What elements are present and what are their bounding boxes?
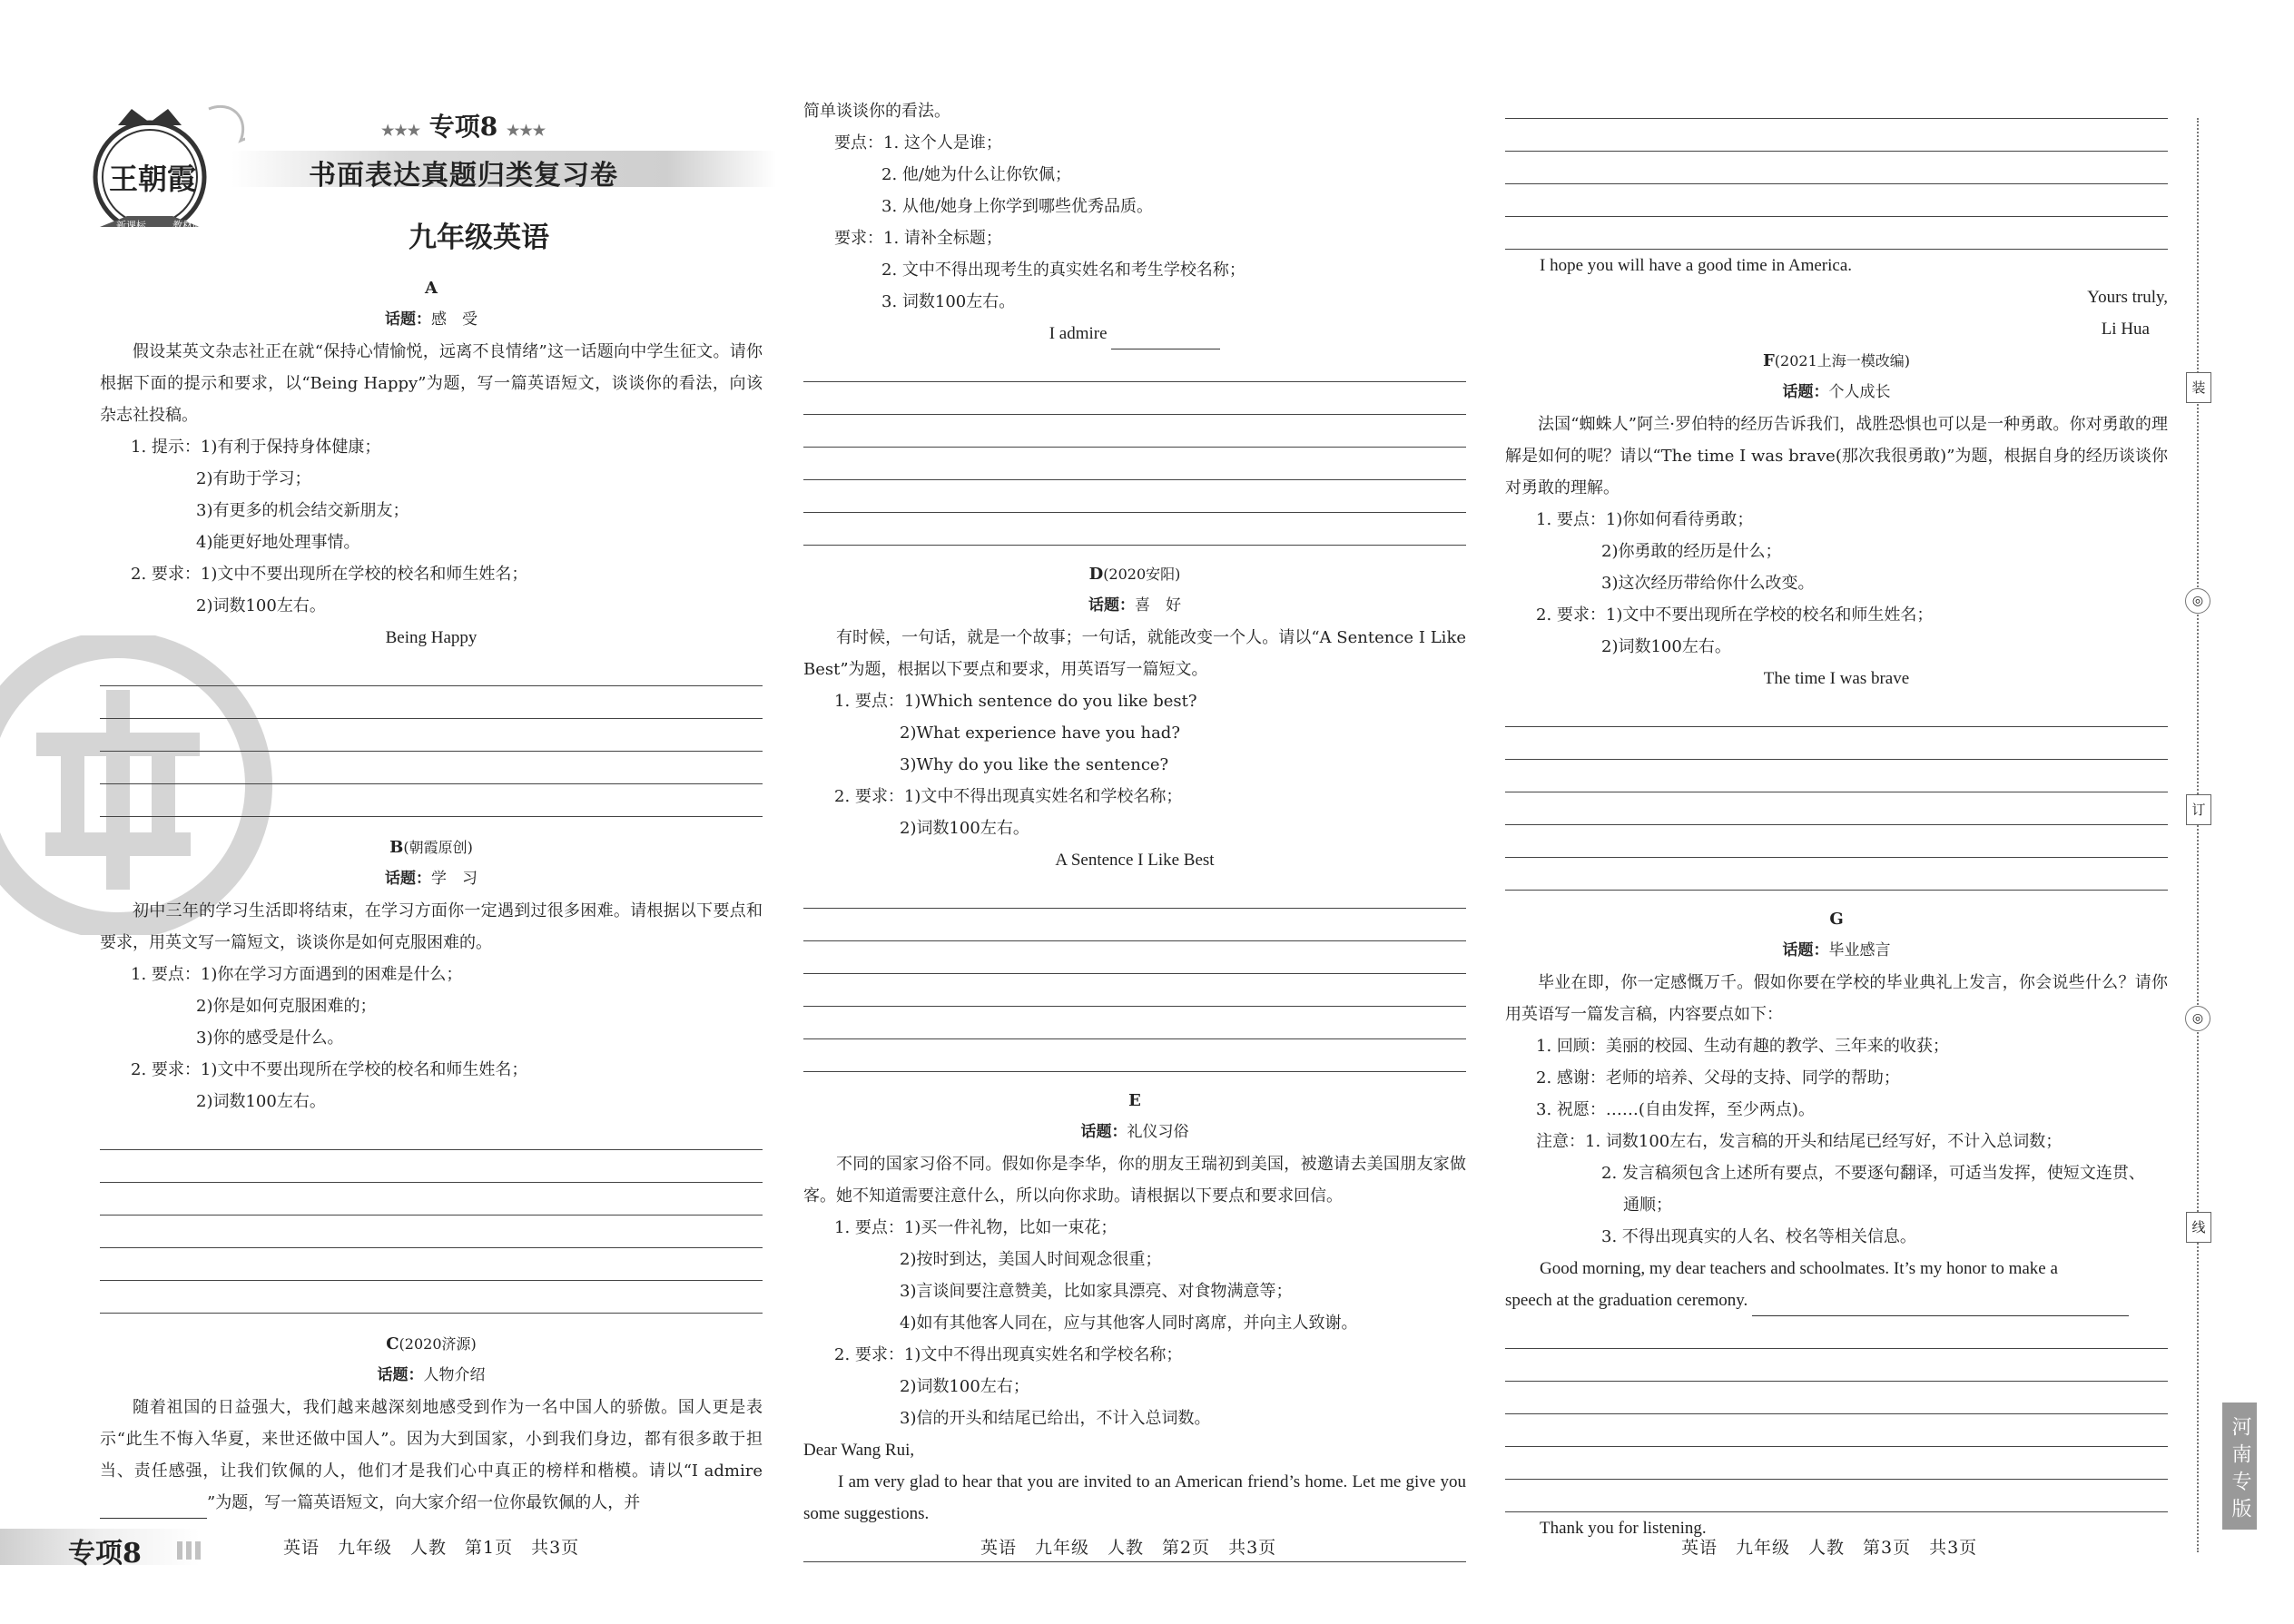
section-c-intro xyxy=(100,1392,763,1519)
list-item: 要点：1. 这个人是谁； xyxy=(834,133,1002,153)
list-item: 2)按时到达，美国人时间观念很重； xyxy=(900,1250,1162,1269)
section-source: (2020济源) xyxy=(399,1335,477,1353)
list-item: 1. 提示：1)有利于保持身体健康； xyxy=(131,438,381,457)
list-item: 3. 祝愿：……(自由发挥，至少两点)。 xyxy=(1536,1100,1815,1119)
region-tag: 河南专版 xyxy=(2222,1403,2257,1530)
series-label: 专项8 xyxy=(428,112,498,142)
binding-line xyxy=(2197,118,2199,1552)
side-mark: 装 xyxy=(2186,372,2211,403)
section-d-topic xyxy=(803,590,1466,622)
section-c-topic xyxy=(100,1360,763,1392)
letter-greeting: Dear Wang Rui, xyxy=(803,1441,915,1460)
topic-label: 话题： xyxy=(385,870,431,888)
list-item: 2. 感谢：老师的培养、父母的支持、同学的帮助； xyxy=(1536,1068,1900,1088)
header xyxy=(64,91,772,272)
section-letter: D xyxy=(1088,565,1104,584)
list-item: 2)有助于学习； xyxy=(196,469,311,488)
speech-text: speech at the graduation ceremony. xyxy=(1505,1291,1748,1310)
topic-label: 话题： xyxy=(1088,596,1135,615)
list-item: 通顺； xyxy=(1623,1196,1672,1215)
speech-opening-cont xyxy=(1505,1284,2168,1316)
writing-area-c[interactable] xyxy=(803,349,1466,546)
letter-closing: I hope you will have a good time in America. xyxy=(1540,256,1853,275)
section-a-topic xyxy=(100,304,763,336)
page-number-1: 英语 九年级 人教 第1页 共3页 xyxy=(283,1538,580,1558)
list-item: 2. 要求：1)文中不得出现真实姓名和学校名称； xyxy=(834,787,1183,806)
topic-value: 喜 好 xyxy=(1135,596,1181,615)
section-c-letter xyxy=(100,1328,763,1360)
section-source: (朝霞原创) xyxy=(403,839,473,856)
list-item: 3)你的感受是什么。 xyxy=(196,1029,344,1048)
essay-title xyxy=(803,318,1466,349)
star-icon: ★★★ xyxy=(381,122,421,139)
section-a-letter: A xyxy=(425,279,438,298)
logo-sub2: 教材同步 xyxy=(172,220,212,231)
list-item: 3)信的开头和结尾已给出，不计入总词数。 xyxy=(900,1409,1211,1428)
circle-icon: ◎ xyxy=(2185,1006,2210,1031)
list-item: 2. 要求：1)文中不要出现所在学校的校名和师生姓名； xyxy=(1536,605,1934,625)
list-item: 2. 发言稿须包含上述所有要点，不要逐句翻译，可适当发挥，使短文连贯、 xyxy=(1601,1164,2145,1183)
title-blank[interactable] xyxy=(1111,332,1220,349)
side-mark: 订 xyxy=(2186,794,2211,825)
section-b-topic xyxy=(100,863,763,895)
section-source: (2021上海一模改编) xyxy=(1774,352,1910,369)
list-item: 2)你是如何克服困难的； xyxy=(196,997,377,1016)
letter-signature: Li Hua xyxy=(2101,320,2150,339)
section-letter: B xyxy=(389,838,404,857)
section-f-topic xyxy=(1505,377,2168,408)
list-item: 3. 不得出现真实的人名、校名等相关信息。 xyxy=(1601,1227,1916,1246)
page-number-3: 英语 九年级 人教 第3页 共3页 xyxy=(1681,1538,1978,1558)
list-item: 注意：1. 词数100左右，发言稿的开头和结尾已经写好，不计入总词数； xyxy=(1536,1132,2063,1151)
list-item: 2. 他/她为什么让你钦佩； xyxy=(881,165,1071,184)
list-item: 2)词数100左右。 xyxy=(900,819,1029,838)
list-item: 2)词数100左右。 xyxy=(196,596,326,615)
list-item: 2. 要求：1)文中不要出现所在学校的校名和师生姓名； xyxy=(131,565,528,584)
circle-icon: ◎ xyxy=(2185,588,2210,614)
writing-area-a[interactable] xyxy=(100,654,763,817)
list-item: 2. 文中不得出现考生的真实姓名和考生学校名称； xyxy=(881,261,1245,280)
list-item: 3)言谈间要注意赞美，比如家具漂亮、对食物满意等； xyxy=(900,1282,1293,1301)
footer-label: 专项8 xyxy=(68,1538,142,1570)
section-source: (2020安阳) xyxy=(1103,566,1181,583)
topic-value: 礼仪习俗 xyxy=(1127,1123,1189,1141)
list-item: 3)Why do you like the sentence? xyxy=(900,755,1169,774)
footer-squares xyxy=(177,1541,204,1560)
section-b-intro: 初中三年的学习生活即将结束，在学习方面你一定遇到过很多困难。请根据以下要点和要求，用英文写一篇短文，谈谈你是如何克服困难的。 xyxy=(100,901,763,952)
page-number-2: 英语 九年级 人教 第2页 共3页 xyxy=(980,1538,1277,1558)
topic-value: 感 受 xyxy=(431,310,478,329)
writing-area-f[interactable] xyxy=(1505,694,2168,891)
list-item: 2)词数100左右。 xyxy=(1601,637,1731,656)
essay-title: A Sentence I Like Best xyxy=(1055,851,1215,870)
list-item: 1. 要点：1)你如何看待勇敢； xyxy=(1536,510,1754,529)
section-e-topic xyxy=(803,1117,1466,1148)
writing-area-b[interactable] xyxy=(100,1117,763,1314)
grade-title: 九年级英语 xyxy=(409,221,549,254)
section-c-intro-cont: 简单谈谈你的看法。 xyxy=(803,102,950,121)
list-item: 3)这次经历带给你什么改变。 xyxy=(1601,574,1815,593)
section-letter: C xyxy=(386,1334,399,1353)
list-item: 2)词数100左右； xyxy=(900,1377,1029,1396)
topic-value: 个人成长 xyxy=(1828,383,1891,401)
list-item: 4)如有其他客人同在，应与其他客人同时离席，并向主人致谢。 xyxy=(900,1314,1358,1333)
list-item: 要求：1. 请补全标题； xyxy=(834,229,1002,248)
section-d-letter xyxy=(803,558,1466,590)
section-letter: F xyxy=(1763,351,1775,370)
list-item: 3)有更多的机会结交新朋友； xyxy=(196,501,409,520)
writing-area-g[interactable] xyxy=(1505,1316,2168,1512)
list-item: 2. 要求：1)文中不要出现所在学校的校名和师生姓名； xyxy=(131,1060,528,1079)
intro-text: ”为题，写一篇英语短文，向大家介绍一位你最钦佩的人，并 xyxy=(207,1493,641,1512)
title-blank[interactable] xyxy=(100,1501,207,1519)
list-item: 1. 要点：1)买一件礼物，比如一束花； xyxy=(834,1218,1117,1237)
topic-label: 话题： xyxy=(1782,941,1829,960)
writing-area-e-cont[interactable] xyxy=(1505,86,2168,250)
topic-value: 人物介绍 xyxy=(423,1366,486,1384)
essay-title: Being Happy xyxy=(385,628,478,647)
letter-sign-off: Yours truly, xyxy=(2087,288,2168,307)
list-item: 1. 回顾：美丽的校园、生动有趣的教学、三年来的收获； xyxy=(1536,1037,1949,1056)
logo-sub1: 新课标 xyxy=(116,220,146,231)
topic-value: 毕业感言 xyxy=(1828,941,1891,960)
section-g-topic xyxy=(1505,935,2168,967)
list-item: 2)What experience have you had? xyxy=(900,723,1180,743)
section-g-intro: 毕业在即，你一定感慨万千。假如你要在学校的毕业典礼上发言，你会说些什么？请你用英语写一篇发言稿，内容要点如下： xyxy=(1505,973,2168,1024)
letter-opening: I am very glad to hear that you are invited to an American friend’s home. Let me give you some suggestions. xyxy=(803,1472,1466,1523)
list-item: 2. 要求：1)文中不得出现真实姓名和学校名称； xyxy=(834,1345,1183,1364)
section-b-letter xyxy=(100,832,763,863)
intro-text: 随着祖国的日益强大，我们越来越深刻地感受到作为一名中国人的骄傲。国人更是表示“此生不悔入华夏，来世还做中国人”。因为大到国家，小到我们身边，都有很多敢于担当、责任感强，让我们钦佩的人，他们才是我们心中真正的榜样和楷模。请以“I admire xyxy=(100,1398,763,1481)
topic-label: 话题： xyxy=(1080,1123,1127,1141)
title-text: I admire xyxy=(1049,324,1108,343)
speech-closing: Thank you for listening. xyxy=(1540,1519,1707,1538)
speech-opening: Good morning, my dear teachers and schoolmates. It’s my honor to make a xyxy=(1540,1259,2058,1278)
list-item: 2)你勇敢的经历是什么； xyxy=(1601,542,1782,561)
side-mark: 线 xyxy=(2186,1212,2211,1243)
section-d-intro: 有时候，一句话，就是一个故事；一句话，就能改变一个人。请以“A Sentence I Like Best”为题，根据以下要点和要求，用英语写一篇短文。 xyxy=(803,628,1466,679)
list-item: 4)能更好地处理事情。 xyxy=(196,533,360,552)
topic-value: 学 习 xyxy=(431,870,478,888)
section-g-letter: G xyxy=(1829,910,1844,929)
series-title xyxy=(381,107,546,143)
section-f-intro: 法国“蜘蛛人”阿兰·罗伯特的经历告诉我们，战胜恐惧也可以是一种勇敢。你对勇敢的理解是如何的呢？请以“The time I was brave(那次我很勇敢)”为题，根据自身的经历谈谈你对勇敢的理解。 xyxy=(1505,415,2168,497)
main-title: 书面表达真题归类复习卷 xyxy=(309,160,618,192)
section-f-letter xyxy=(1505,345,2168,377)
topic-label: 话题： xyxy=(377,1366,424,1384)
writing-blank[interactable] xyxy=(1752,1299,2129,1316)
logo-text: 王朝霞 xyxy=(109,162,197,196)
writing-area-d[interactable] xyxy=(803,876,1466,1072)
list-item: 3. 从他/她身上你学到哪些优秀品质。 xyxy=(881,197,1153,216)
list-item: 1. 要点：1)Which sentence do you like best? xyxy=(834,692,1197,711)
section-e-letter: E xyxy=(1128,1091,1141,1110)
topic-label: 话题： xyxy=(385,310,431,329)
list-item: 3. 词数100左右。 xyxy=(881,292,1016,311)
topic-label: 话题： xyxy=(1782,383,1829,401)
list-item: 1. 要点：1)你在学习方面遇到的困难是什么； xyxy=(131,965,463,984)
list-item: 2)词数100左右。 xyxy=(196,1092,326,1111)
section-a-intro: 假设某英文杂志社正在就“保持心情愉悦，远离不良情绪”这一话题向中学生征文。请你根据下面的提示和要求，以“Being Happy”为题，写一篇英语短文，谈谈你的看法，向该杂志社投稿。 xyxy=(100,342,763,425)
essay-title: The time I was brave xyxy=(1763,669,1910,688)
star-icon: ★★★ xyxy=(507,122,546,139)
section-e-intro: 不同的国家习俗不同。假如你是李华，你的朋友王瑞初到美国，被邀请去美国朋友家做客。她不知道需要注意什么，所以向你求助。请根据以下要点和要求回信。 xyxy=(803,1155,1466,1206)
